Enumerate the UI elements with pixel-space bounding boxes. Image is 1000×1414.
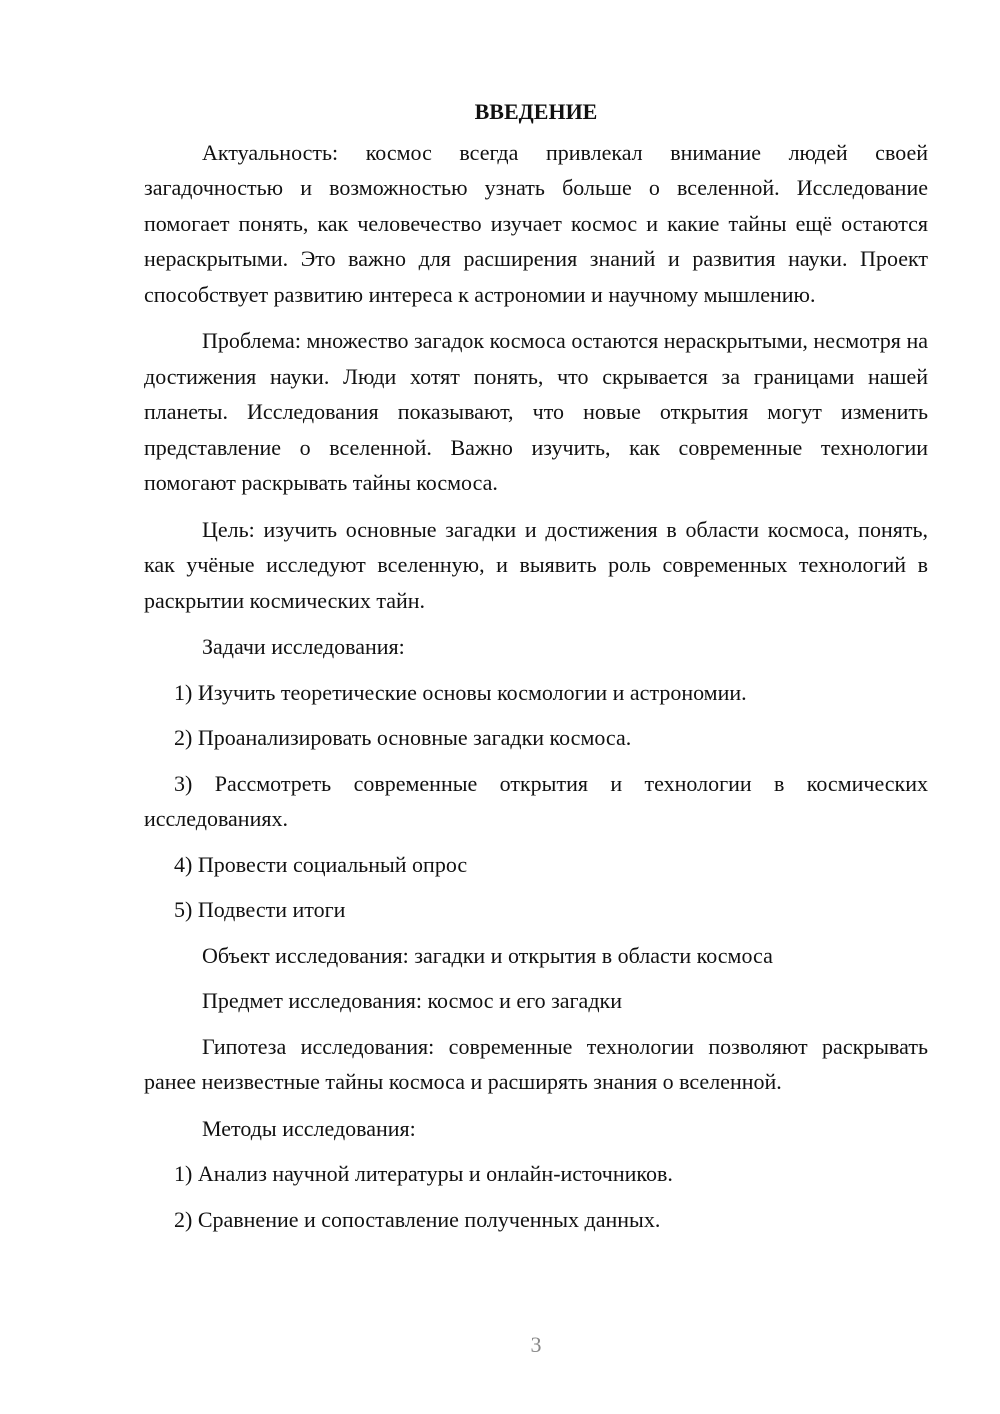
hypothesis-paragraph: Гипотеза исследования: современные технологии позволяют раскрывать ранее неизвестные тайны космоса и расширять знания о вселенной. [144, 1033, 928, 1094]
relevance-paragraph: Актуальность: космос всегда привлекал внимание людей своей загадочностью и возможностью узнать больше о вселенной. Исследование помогает понять, как человечество изучает космос и какие тайны ещё остаются нераскрытыми. Это важно для расширения знаний и развития науки. Проект способствует развитию интереса к астрономии и научному мышлению. [144, 139, 928, 307]
tasks-heading: Задачи исследования: [202, 634, 405, 659]
task-item-3: 3) Рассмотреть современные открытия и технологии в космических исследованиях. [144, 770, 928, 831]
object-line: Объект исследования: загадки и открытия в области космоса [202, 942, 773, 968]
task-item-1: 1) Изучить теоретические основы космологии и астрономии. [174, 679, 747, 705]
subject-line: Предмет исследования: космос и его загадки [202, 988, 622, 1013]
method-item-1: 1) Анализ научной литературы и онлайн-источников. [174, 1161, 673, 1186]
task-item-4: 4) Провести социальный опрос [174, 851, 468, 877]
task-item-2: 2) Проанализировать основные загадки космоса. [174, 725, 632, 750]
task-item-5: 5) Подвести итоги [174, 897, 346, 922]
problem-paragraph: Проблема: множество загадок космоса остаются нераскрытыми, несмотря на достижения науки. Люди хотят понять, что скрывается за границами нашей планеты. Исследования показывают, что новые открытия могут изменить представление о вселенной. Важно изучить, как современные технологии помогают раскрывать тайны космоса. [144, 328, 928, 495]
methods-heading: Методы исследования: [202, 1115, 416, 1141]
method-item-2: 2) Сравнение и сопоставление полученных данных. [174, 1206, 661, 1232]
goal-paragraph: Цель: изучить основные загадки и достижения в области космоса, понять, как учёные исследуют вселенную, и выявить роль современных технологий в раскрытии космических тайн. [144, 516, 928, 613]
section-title: ВВЕДЕНИЕ [474, 99, 598, 124]
page-number: 3 [530, 1332, 542, 1357]
page-content [144, 94, 928, 1247]
